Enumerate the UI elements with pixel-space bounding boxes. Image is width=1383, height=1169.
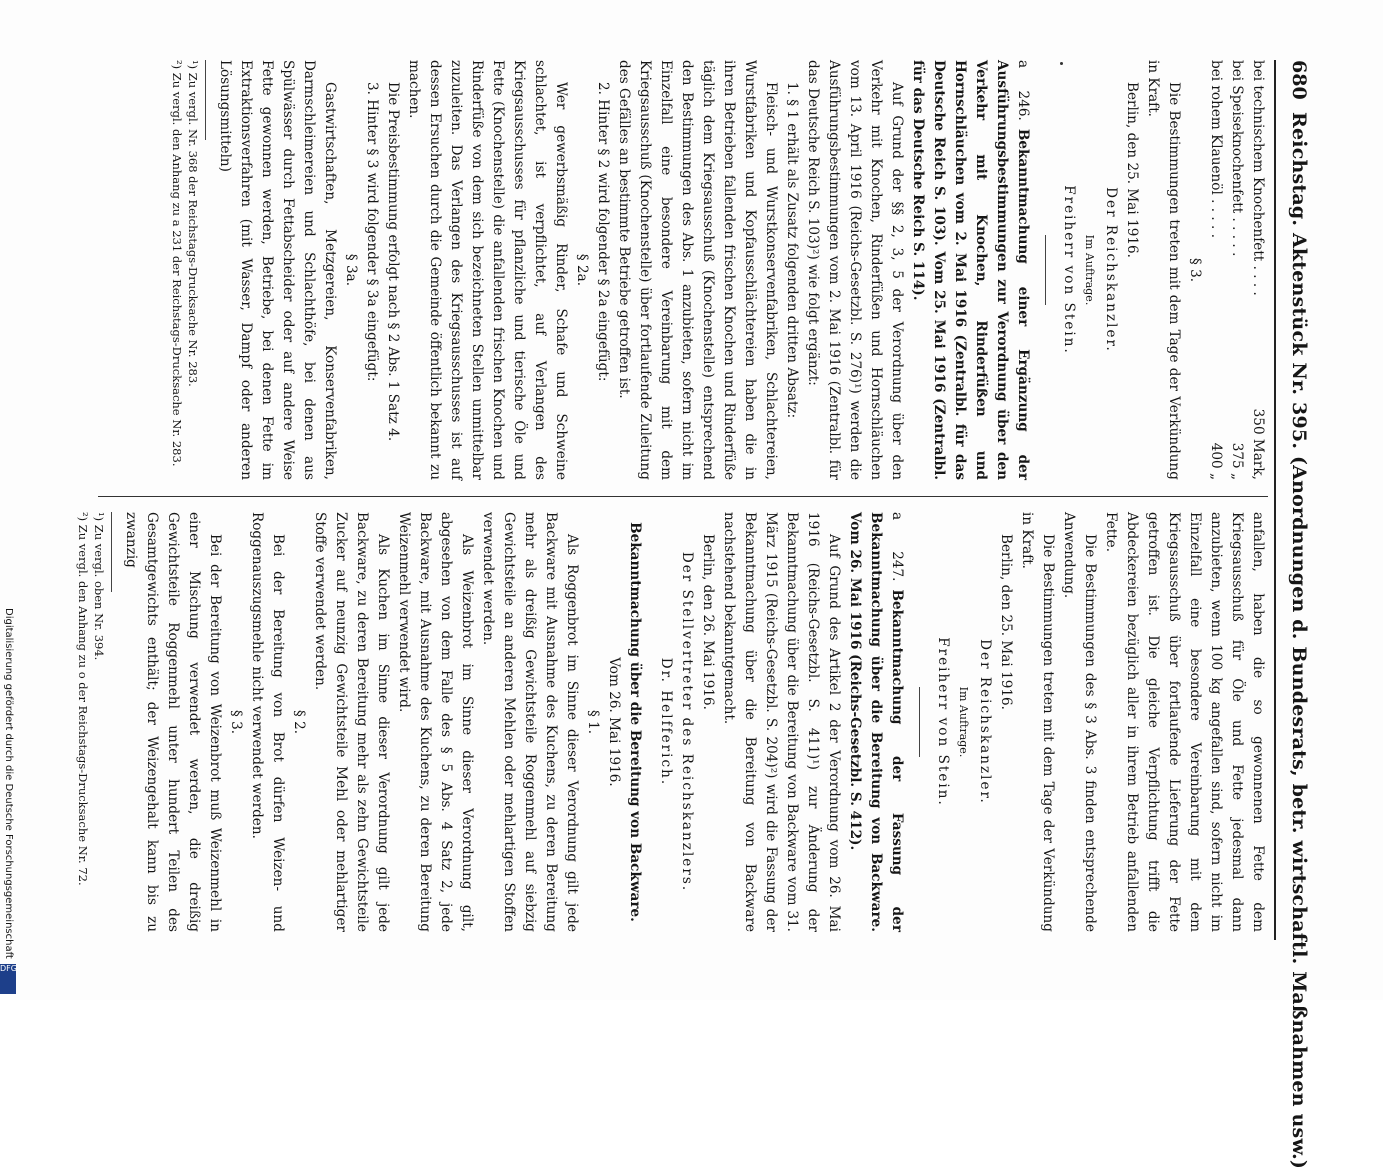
signature-title: Der Reichskanzler. xyxy=(1103,187,1119,353)
date-line: Berlin, den 26. Mai 1916. xyxy=(700,534,716,710)
paragraph: Die Preisbestimmung erfolgt nach § 2 Abs. 1 Satz 4. xyxy=(385,82,401,442)
signature-note: Im Auftrage. xyxy=(1083,234,1096,306)
paragraph: Als Kuchen im Sinne dieser Verordnung gilt jede Backware, zu deren Bereitung mehr als zehn Gewichtsteile Zucker auf neunzig Gewichtsteile Mehl oder mehlartiger Stoffe verwendet werden. xyxy=(312,512,391,932)
footnote: ¹) Zu vergl. oben Nr. 394. xyxy=(92,512,106,661)
footnote-rule xyxy=(205,60,206,140)
notice-title-text: Bekanntmachung einer Ergänzung der Ausführungsbestimmungen zur Verordnung über den Verkehr mit Knochen, Rinderfüßen und Hornschläuchen vom 2. Mai 1916 (Zentralbl. für das Deutsche Reich S. 103). Vom 25. Mai 1916 (Zentralbl. für das Deutsche Reich S. 114). xyxy=(910,60,1031,480)
signature-name: Dr. Helfferich. xyxy=(658,657,674,787)
separator-rule xyxy=(919,687,920,757)
left-column xyxy=(103,60,1268,480)
signature-name: Freiherr von Stein. xyxy=(935,637,951,807)
section-heading: § 3. xyxy=(228,709,244,735)
paragraph: Als Roggenbrot im Sinne dieser Verordnung gilt jede Backware mit Ausnahme des Kuchens, zu deren Bereitung mehr als dreißig Gewichtsteile Roggenmehl auf siebzig Gewichtsteile an anderen Mehlen oder mehlartigen Stoffen verwendet werden. xyxy=(480,512,580,932)
notice-title: Bekanntmachung über die Bereitung von Backware. xyxy=(627,522,643,922)
page-number: 680 xyxy=(1288,60,1310,100)
price-label: bei technischem Knochenfett . . . . xyxy=(1250,60,1266,296)
price-value: 350 Mark, xyxy=(1250,408,1266,480)
right-column xyxy=(76,512,1268,932)
paragraph: Fleisch- und Wurstkonservenfabriken, Schlachtereien, Wurstfabriken und Kopfausschlächtereien haben die in ihren Betrieben fallenden frischen Knochen und Rinderfüße täglich dem Kriegsausschuß (Knochenstelle) entsprechend den Bestimmungen des Abs. 1 anzubieten, sofern nicht im Einzelfall eine besondere Vereinbarung mit dem Kriegsausschuß (Knochenstelle) über fortlaufende Zuleitung des Gefälles an bestimmte Betriebe getroffen ist. xyxy=(616,60,779,480)
date-line: Berlin, den 25. Mai 1916. xyxy=(1124,82,1140,258)
running-header xyxy=(1274,60,1318,1169)
margin-ref: a 247. xyxy=(889,512,905,582)
list-item: 3. Hinter § 3 wird folgender § 3a eingefügt: xyxy=(364,82,380,382)
section-heading: § 2. xyxy=(291,709,307,735)
column-divider xyxy=(98,496,1268,497)
paragraph: anfallen, haben die so gewonnenen Fette dem Kriegsausschuß für Öle und Fette jedesmal dann anzubieten, wenn 100 kg angefallen sind, sofern nicht im Einzelfall eine besondere Vereinbarung mit dem Kriegsausschuß über fortlaufende Lieferung der Fette getroffen ist. Die gleiche Verpflichtung trifft die Abdeckereien bezüglich aller in ihrem Betrieb anfallenden Fette. xyxy=(1103,512,1266,932)
paragraph: Gastwirtschaften, Metzgereien, Konservenfabriken, Darmschleimereien und Schlachthöfe, bei denen aus Spülwässer durch Fettabscheider oder auf andere Weise Fette gewonnen werden, Betriebe, bei denen Fette im Extraktionsverfahren (mit Wasser, Dampf oder anderen Lösungsmitteln) xyxy=(217,60,338,480)
notice-date: Vom 26. Mai 1916. xyxy=(606,657,622,787)
paragraph: Als Weizenbrot im Sinne dieser Verordnung gilt, abgesehen von dem Falle des § 5 Abs. 4 Satz 2, jede Backware, mit Ausnahme des Kuchens, zu deren Bereitung Weizenmehl verwendet wird. xyxy=(396,512,475,932)
price-row xyxy=(1205,60,1226,480)
footnote-rule xyxy=(111,512,112,592)
notice-title xyxy=(844,512,907,932)
digitization-credit xyxy=(2,608,16,994)
price-label: bei Speiseknochenfett . . . . . xyxy=(1229,60,1245,257)
paragraph: Bei der Bereitung von Weizenbrot muß Weizenmehl in einer Mischung verwendet werden, die dreißig Gewichtsteile Roggenmehl unter hundert Teilen des Gesamtgewichts enthält; der Weizengehalt kann bis zu zwanzig xyxy=(123,512,223,932)
footnote: ¹) Zu vergl. Nr. 368 der Reichstags-Drucksache Nr. 283. xyxy=(186,60,200,387)
signature-title: Der Reichskanzler. xyxy=(977,639,993,805)
section-heading: § 1. xyxy=(585,709,601,735)
credit-text: Digitalisierung gefördert durch die Deutsche Forschungsgemeinschaft xyxy=(3,608,14,959)
paragraph: Auf Grund des Artikel 2 der Verordnung vom 26. Mai 1916 (Reichs-Gesetzbl. S. 411)¹) zur Änderung der Bekanntmachung über die Bereitung von Backware vom 31. März 1915 (Reichs-Gesetzbl. S. 204)²) wird die Fassung der Bekanntmachung über die Bereitung von Backware nachstehend bekanntgemacht. xyxy=(721,512,842,932)
price-value: 375 „ xyxy=(1229,442,1245,480)
header-title: Reichstag. Aktenstück Nr. 395. (Anordnungen d. Bundesrats, betr. wirtschaftl. Maßnahmen usw.) xyxy=(1288,112,1310,1169)
list-item: 2. Hinter § 2 wird folgender § 2a eingefügt: xyxy=(595,82,611,382)
notice-title-text: Bekanntmachung der Fassung der Bekanntmachung über die Bereitung von Backware. Vom 26. Mai 1916 (Reichs-Gesetzbl. S. 412). xyxy=(847,512,905,932)
rotated-document-sheet xyxy=(68,60,1318,1169)
signature-name: Freiherr von Stein. xyxy=(1061,185,1077,355)
price-label: bei rohem Klauenöl . . . . . xyxy=(1208,60,1224,239)
paragraph: Die Bestimmungen treten mit dem Tage der Verkündung in Kraft. xyxy=(1019,512,1056,932)
paragraph: Die Bestimmungen treten mit dem Tage der Verkündung in Kraft. xyxy=(1145,60,1182,480)
separator-rule xyxy=(1045,235,1046,305)
footnote: ²) Zu vergl. den Anhang zu a 231 der Reichstags-Drucksache Nr. 283. xyxy=(170,60,184,467)
paragraph: Die Bestimmungen des § 3 Abs. 3 finden entsprechende Anwendung. xyxy=(1061,512,1098,932)
price-value: 400 „ xyxy=(1208,442,1224,480)
section-heading: § 3a. xyxy=(343,253,359,287)
section-heading: § 3. xyxy=(1187,257,1203,283)
paragraph: Wer gewerbsmäßig Rinder, Schafe und Schweine schlachtet, ist verpflichtet, auf Verlangen des Kriegsausschusses für pflanzliche und tierische Öle und Fette (Knochenstelle) die anfallenden frischen Knochen und Rinderfüße von dem sich bezeichneten Stellen unmittelbar zuzuleiten. Das Verlangen des Kriegsausschusses ist auf dessen Ersuchen durch die Gemeinde öffentlich bekannt zu machen. xyxy=(406,60,569,480)
paragraph: Bei der Bereitung von Brot dürfen Weizen- und Roggenauszugsmehle nicht verwendet werden. xyxy=(249,512,286,932)
price-row xyxy=(1226,60,1247,480)
signature-note: Im Auftrage. xyxy=(957,686,970,758)
date-line: Berlin, den 25. Mai 1916. xyxy=(998,534,1014,710)
signature-title: Der Stellvertreter des Reichskanzlers. xyxy=(679,551,695,893)
dfg-logo: DFG xyxy=(0,964,16,994)
footnote: ²) Zu vergl. den Anhang zu o der Reichstags-Drucksache Nr. 72. xyxy=(76,512,90,886)
notice-title xyxy=(907,60,1033,480)
margin-ref: a 246. xyxy=(1015,60,1031,121)
section-heading: § 2a. xyxy=(574,253,590,287)
price-row xyxy=(1247,60,1268,480)
paragraph: Auf Grund der §§ 2, 3, 5 der Verordnung über den Verkehr mit Knochen, Rinderfüßen und Hornschläuchen vom 13. April 1916 (Reichs-Gesetzbl. S. 276)¹) werden die Ausführungsbestimmungen vom 2. Mai 1916 (Zentralbl. für das Deutsche Reich S. 103)²) wie folgt ergänzt: xyxy=(805,60,905,480)
list-item: 1. § 1 erhält als Zusatz folgenden dritten Absatz: xyxy=(784,82,800,419)
